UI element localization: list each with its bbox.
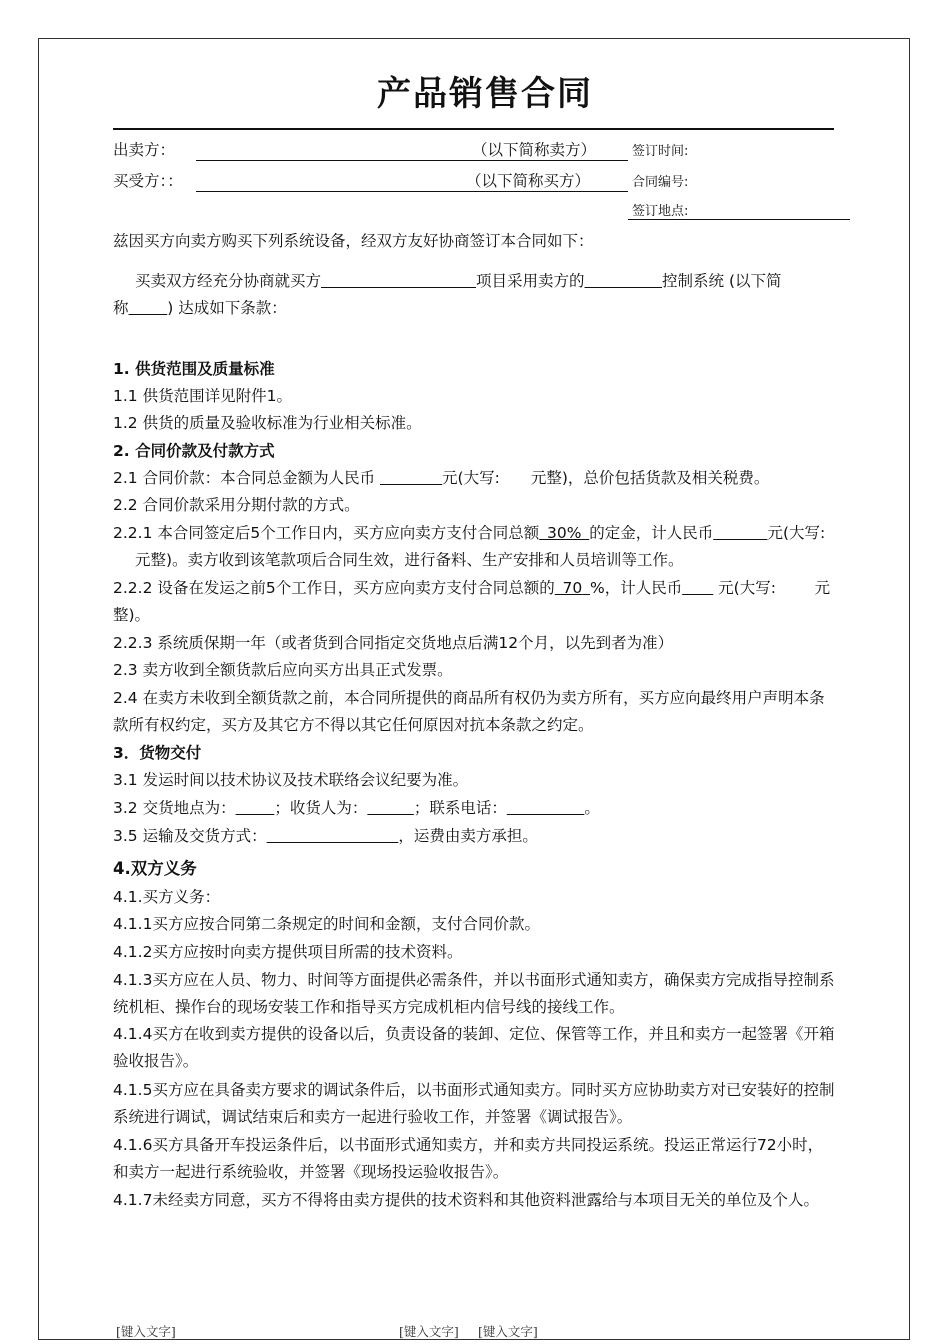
section-2-heading: 2. 合同价款及付款方式 — [113, 442, 275, 460]
preamble — [113, 268, 838, 322]
contract-no-label: 合同编号: — [632, 175, 689, 190]
clause-2-1-b: 元(大写: — [442, 469, 500, 487]
clause-4-1-3: 4.1.3买方应在人员、物力、时间等方面提供必需条件，并以书面形式通知卖方，确保卖方完成指导控制系统机柜、操作台的现场安装工作和指导买方完成机柜内信号线的接线工作。 — [113, 971, 835, 1016]
title-rule — [113, 128, 834, 130]
balance-percent — [555, 579, 590, 597]
buyer-blank — [196, 191, 628, 192]
clause-4-1-1: 4.1.1买方应按合同第二条规定的时间和金额，支付合同价款。 — [113, 915, 540, 933]
clause-3-2-b: ；收货人为： — [274, 799, 368, 817]
clause-2-2: 2.2 合同价款采用分期付款的方式。 — [113, 496, 360, 514]
clause-3-2-d: 。 — [584, 799, 600, 817]
clause-4-1-4: 4.1.4买方在收到卖方提供的设备以后，负责设备的装卸、定位、保管等工作，并且和卖方一起签署《开箱验收报告》。 — [113, 1025, 835, 1070]
blank — [321, 272, 476, 290]
clause-2-2-2-c: 元(大写: — [718, 579, 776, 597]
seller-label: 出卖方： — [113, 141, 176, 159]
clause-2-2-2-b: %，计人民币 — [589, 579, 683, 597]
clause-4-1-5: 4.1.5买方应在具备卖方要求的调试条件后，以书面形式通知卖方。同时买方应协助卖方对已安装好的控制系统进行调试，调试结束后和卖方一起进行验收工作，并签署《调试报告》。 — [113, 1081, 835, 1126]
preamble-c: 控制系统 (以下简称 — [113, 272, 782, 317]
blank — [236, 799, 275, 817]
preamble-d: ) 达成如下条款： — [167, 299, 287, 317]
clause-2-2-1 — [113, 520, 838, 574]
clause-2-2-1-d: 元整)。卖方收到该笔款项后合同生效，进行备料、生产安排和人员培训等工作。 — [135, 551, 684, 569]
sign-time-label: 签订时间: — [632, 144, 689, 159]
seller-blank — [196, 160, 628, 161]
buyer-label: 买受方：： — [113, 172, 183, 190]
footer-left[interactable]: [键入文字] — [116, 1324, 176, 1339]
blank — [380, 469, 442, 487]
clause-2-2-2 — [113, 575, 838, 629]
clause-3-1: 3.1 发运时间以技术协议及技术联络会议纪要为准。 — [113, 771, 469, 789]
clause-3-2-a: 3.2 交货地点为： — [113, 799, 236, 817]
clause-2-2-1-b: 的定金，计人民币 — [589, 524, 714, 542]
clause-3-2-c: ；联系电话： — [413, 799, 507, 817]
footer-center-1[interactable]: [键入文字] — [399, 1324, 459, 1339]
clause-1-2: 1.2 供货的质量及验收标准为行业相关标准。 — [113, 414, 422, 432]
clause-2-2-2-a: 2.2.2 设备在发运之前5个工作日，买方应向卖方支付合同总额的 — [113, 579, 555, 597]
clause-4-1: 4.1.买方义务： — [113, 888, 221, 906]
section-3-heading: 3．货物交付 — [113, 744, 202, 762]
buyer-suffix: （以下简称买方） — [466, 172, 591, 190]
section-4-heading: 4.双方义务 — [113, 859, 197, 878]
blank — [507, 799, 585, 817]
blank — [682, 579, 713, 597]
sign-place-blank — [628, 219, 850, 220]
clause-2-2-1-a: 2.2.1 本合同签定后5个工作日内，买方应向卖方支付合同总额 — [113, 524, 540, 542]
deposit-percent-value: 30% — [546, 524, 582, 542]
clause-1-1: 1.1 供货范围详见附件1。 — [113, 387, 292, 405]
clause-3-5 — [113, 823, 838, 850]
preamble-a: 买卖双方经充分协商就买方 — [135, 272, 322, 290]
clause-3-2 — [113, 795, 838, 822]
blank — [713, 524, 767, 542]
sign-place-label: 签订地点: — [632, 204, 689, 219]
intro-text: 兹因买方向卖方购买下列系统设备，经双方友好协商签订本合同如下： — [113, 232, 594, 250]
clause-2-4: 2.4 在卖方未收到全额货款之前，本合同所提供的商品所有权仍为卖方所有，买方应向最终用户声明本条款所有权约定，买方及其它方不得以其它任何原因对抗本条款之约定。 — [113, 689, 825, 734]
clause-2-3: 2.3 卖方收到全额货款后应向买方出具正式发票。 — [113, 661, 453, 679]
clause-2-1 — [113, 465, 838, 492]
clause-2-1-c: 元整)，总价包括货款及相关税费。 — [530, 469, 770, 487]
seller-suffix: （以下简称卖方） — [472, 141, 597, 159]
deposit-percent — [539, 524, 589, 542]
clause-2-2-2-d: 元整)。 — [113, 579, 831, 624]
blank — [267, 827, 399, 845]
clause-2-1-a: 2.1 合同价款：本合同总金额为人民币 — [113, 469, 376, 487]
clause-4-1-6: 4.1.6买方具备开车投运条件后，以书面形式通知卖方，并和卖方共同投运系统。投运正常运行72小时，和卖方一起进行系统验收，并签署《现场投运验收报告》。 — [113, 1136, 824, 1181]
clause-2-2-3: 2.2.3 系统质保期一年（或者货到合同指定交货地点后满12个月，以先到者为准） — [113, 634, 674, 652]
blank — [129, 299, 168, 317]
blank — [585, 272, 663, 290]
preamble-b: 项目采用卖方的 — [476, 272, 585, 290]
clause-3-5-a: 3.5 运输及交货方式： — [113, 827, 267, 845]
clause-3-5-b: ，运费由卖方承担。 — [398, 827, 538, 845]
footer-center-2[interactable]: [键入文字] — [478, 1324, 538, 1339]
clause-2-2-1-c: 元(大写: — [767, 524, 826, 542]
blank — [367, 799, 414, 817]
clause-4-1-2: 4.1.2买方应按时向卖方提供项目所需的技术资料。 — [113, 943, 463, 961]
balance-percent-value: 70 — [562, 579, 583, 597]
page-title: 产品销售合同 — [377, 74, 593, 114]
clause-4-1-7: 4.1.7未经卖方同意，买方不得将由卖方提供的技术资料和其他资料泄露给与本项目无关的单位及个人。 — [113, 1191, 819, 1209]
section-1-heading: 1. 供货范围及质量标准 — [113, 360, 275, 378]
